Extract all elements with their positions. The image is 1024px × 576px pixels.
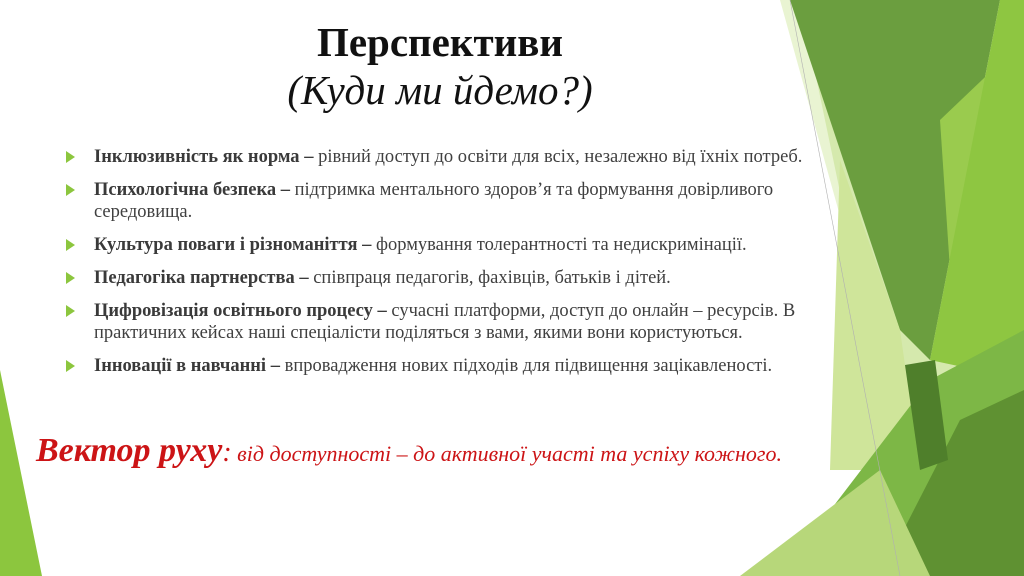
triangle-bullet-icon [66, 272, 75, 284]
bullet-term: Культура поваги і різноманіття [94, 235, 358, 255]
triangle-bullet-icon [66, 239, 75, 251]
list-item [66, 355, 856, 377]
bullet-dash: – [276, 180, 290, 200]
bullet-term: Цифровізація освітнього процесу [94, 301, 373, 321]
bullet-text: формування толерантності та недискримінації. [371, 235, 747, 255]
bullet-dash: – [357, 235, 372, 255]
triangle-bullet-icon [66, 184, 75, 196]
bullet-term: Педагогіка партнерства [94, 268, 295, 288]
list-item [66, 234, 856, 256]
left-edge-facet [0, 370, 42, 576]
bullet-dash: – [266, 356, 280, 376]
motto-colon: : [222, 437, 232, 468]
bullet-list [66, 146, 856, 388]
list-item [66, 300, 856, 344]
title-block [200, 18, 680, 114]
slide-subtitle: (Куди ми йдемо?) [287, 67, 593, 113]
slide-title: Перспективи [316, 19, 564, 65]
bullet-term: Інклюзивність як норма [94, 147, 300, 167]
triangle-bullet-icon [66, 360, 75, 372]
bullet-term: Інновації в навчанні [94, 356, 267, 376]
bullet-text: підтримка ментального здоров’я та формування довірливого середовища. [94, 180, 774, 222]
bullet-term: Психологічна безпека [94, 180, 277, 200]
motto-label: Вектор руху [36, 432, 223, 469]
list-item [66, 179, 856, 223]
list-item [66, 146, 856, 168]
bullet-text: сучасні платформи, доступ до онлайн – ресурсів. В практичних кейсах наші спеціалісти поділяться з вами, якими вони користуються. [94, 301, 796, 343]
bullet-dash: – [372, 301, 387, 321]
triangle-bullet-icon [66, 151, 75, 163]
list-item [66, 267, 856, 289]
bullet-dash: – [294, 268, 309, 288]
bullet-text: впровадження нових підходів для підвищення зацікавленості. [279, 356, 773, 376]
bullet-text: співпраця педагогів, фахівців, батьків і дітей. [308, 268, 671, 288]
triangle-bullet-icon [66, 305, 75, 317]
bullet-dash: – [299, 147, 314, 167]
motto-text: від доступності – до активної участі та успіху кожного. [231, 441, 782, 466]
bullet-text: рівний доступ до освіти для всіх, незалежно від їхніх потреб. [313, 147, 803, 167]
motto-line [36, 432, 996, 470]
